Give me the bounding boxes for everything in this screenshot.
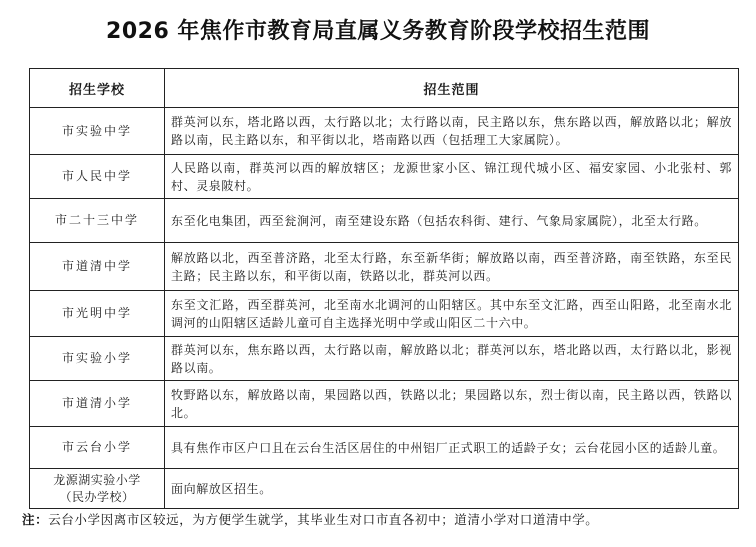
table-row	[30, 243, 739, 291]
school-name: 市实验中学	[30, 108, 165, 155]
page-title: 2026 年焦作市教育局直属义务教育阶段学校招生范围	[106, 19, 650, 44]
school-name: 市二十三中学	[30, 199, 165, 243]
enrollment-table	[29, 68, 739, 509]
enrollment-range: 牧野路以东，解放路以南，果园路以西，铁路以北；果园路以东，烈士街以南，民主路以西，铁路以北。	[165, 381, 739, 427]
enrollment-range: 人民路以南，群英河以西的解放辖区；龙源世家小区、锦江现代城小区、福安家园、小北张村、郭村、灵泉陂村。	[165, 155, 739, 199]
school-name: 市云台小学	[30, 427, 165, 469]
enrollment-range: 东至文汇路，西至群英河，北至南水北调河的山阳辖区。其中东至文汇路，西至山阳路，北至南水北调河的山阳辖区适龄儿童可自主选择光明中学或山阳区二十六中。	[165, 291, 739, 337]
school-name-line1: 龙源湖实验小学	[53, 472, 141, 487]
enrollment-range: 东至化电集团，西至瓮涧河，南至建设东路（包括农科街、建行、气象局家属院），北至太行路。	[165, 199, 739, 243]
enrollment-range: 具有焦作市区户口且在云台生活区居住的中州铝厂正式职工的适龄子女；云台花园小区的适龄儿童。	[165, 427, 739, 469]
enrollment-range: 面向解放区招生。	[165, 469, 739, 509]
school-name: 市道清中学	[30, 243, 165, 291]
school-type-note: （民办学校）	[59, 489, 135, 504]
header-range: 招生范围	[165, 69, 739, 108]
school-name	[30, 469, 165, 509]
school-name: 市实验小学	[30, 337, 165, 381]
table-header-row	[30, 69, 739, 108]
table-row	[30, 427, 739, 469]
table-row	[30, 381, 739, 427]
school-name: 市光明中学	[30, 291, 165, 337]
enrollment-range: 解放路以北，西至普济路，北至太行路，东至新华街；解放路以南，西至普济路，南至铁路，东至民主路；民主路以东，和平街以南，铁路以北，群英河以西。	[165, 243, 739, 291]
table-row	[30, 108, 739, 155]
school-name: 市道清小学	[30, 381, 165, 427]
table-row	[30, 469, 739, 509]
table-row	[30, 291, 739, 337]
footnote-text: 云台小学因离市区较远，为方便学生就学，其毕业生对口市直各初中；道清小学对口道清中学。	[48, 512, 599, 527]
footnote-label: 注：	[22, 512, 49, 527]
enrollment-range: 群英河以东，塔北路以西，太行路以北；太行路以南，民主路以东，焦东路以西，解放路以北；解放路以南，民主路以东，和平街以北，塔南路以西（包括理工大家属院）。	[165, 108, 739, 155]
school-name: 市人民中学	[30, 155, 165, 199]
table-row	[30, 337, 739, 381]
enrollment-range: 群英河以东，焦东路以西，太行路以南，解放路以北；群英河以东，塔北路以西，太行路以北，影视路以南。	[165, 337, 739, 381]
table-row	[30, 155, 739, 199]
header-school: 招生学校	[30, 69, 165, 108]
footnote	[22, 510, 752, 528]
table-row	[30, 199, 739, 243]
